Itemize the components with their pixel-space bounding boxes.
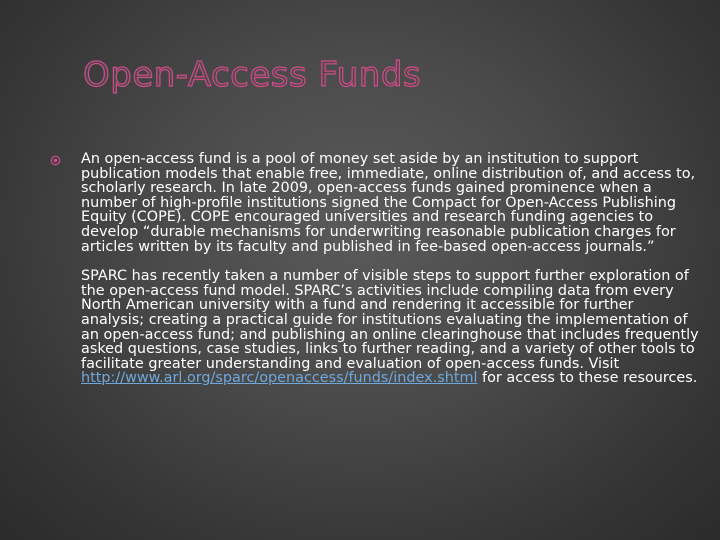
bullet-item [50, 152, 700, 254]
paragraph-sparc [81, 269, 700, 386]
slide-title: Open-Access Funds [83, 55, 422, 95]
paragraph-open-access-fund: An open-access fund is a pool of money set aside by an institution to support publication models that enable free, immediate, online distribution of, and access to, scholarly research. In late 2009, open-access funds gained prominence when a number of high-profile institutions signed the Compact for Open-Access Publishing Equity (COPE). COPE encouraged universities and research funding agencies to develop “durable mechanisms for underwriting reasonable publication charges for articles written by its faculty and published in fee-based open-access journals.” [81, 151, 696, 255]
slide-content [50, 152, 700, 386]
paragraph-sparc-text: SPARC has recently taken a number of visible steps to support further exploration of the open-access fund model. SPARC’s activities include compiling data from every North American university with a fund and rendering it accessible for further analysis; creating a practical guide for institutions evaluating the implementation of an open-access fund; and publishing an online clearinghouse that includes frequently asked questions, case studies, links to further reading, and a variety of other tools to facilitate greater understanding and evaluation of open-access funds. Visit [81, 268, 699, 372]
paragraph-sparc-tail: for access to these resources. [477, 370, 698, 387]
circle-bullet-icon [50, 155, 61, 166]
resource-link[interactable]: http://www.arl.org/sparc/openaccess/funds/index.shtml [81, 370, 478, 387]
